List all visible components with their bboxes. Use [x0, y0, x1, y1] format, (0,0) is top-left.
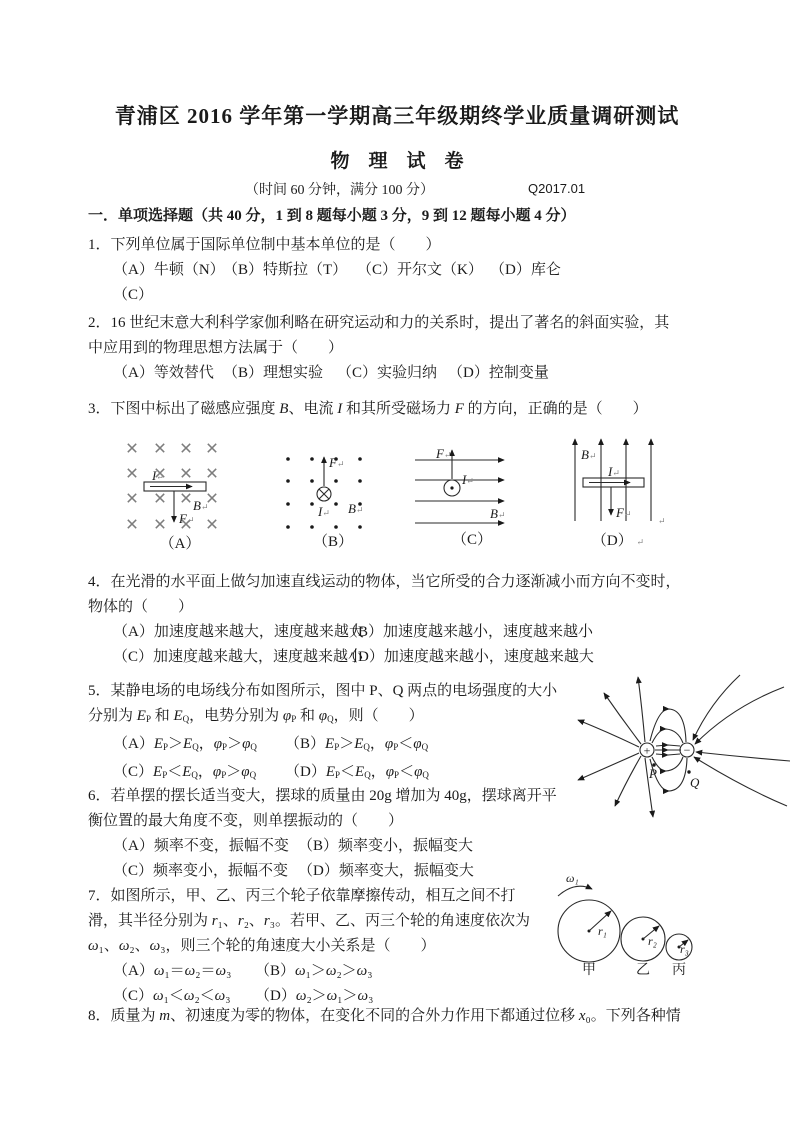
q7-options-row1	[88, 959, 558, 984]
q7-option-d: （D）ω₂＞ω₁＞ω₃	[255, 988, 374, 1004]
omega1-label: ω₁	[566, 871, 579, 885]
q4-options-row1	[88, 620, 681, 645]
q1-option-a: （A）牛顿（N）	[113, 262, 225, 278]
question-6	[88, 784, 568, 884]
field-label: B↵	[581, 447, 597, 462]
q2-option-c: （C）实验归纳	[337, 365, 438, 381]
q7-option-c: （C）ω₁＜ω₂＜ω₃	[113, 988, 231, 1004]
q4-option-b: （B）加速度越来越小，速度越来越小	[343, 624, 594, 640]
question-5	[88, 679, 573, 788]
exam-code: Q2017.01	[528, 181, 586, 196]
q4-option-c: （C）加速度越来越大，速度越来越小	[113, 649, 364, 665]
q3-figure-b	[278, 438, 388, 551]
field-label: B↵	[348, 501, 364, 516]
q7-stem-line2: 滑，其半径分别为 r₁、r₂、r₃。若甲、乙、丙三个轮的角速度依次为	[88, 913, 530, 929]
q5-option-a: $(A)E_P>E_Q$，$\varphi_P>\varphi_Q$	[113, 736, 257, 752]
paragraph-mark: ↵	[658, 516, 666, 526]
field-lines-between-charges	[655, 745, 681, 755]
exam-duration-score: （时间 60 分钟，满分 100 分）	[245, 183, 434, 198]
q1-option-c: （C）开尔文（K）	[357, 262, 483, 278]
q1-option-d: （D）库仑	[490, 262, 561, 278]
q6-option-b: （B）频率变小，振幅变大	[298, 838, 474, 854]
radius-r2-label: r₂	[648, 934, 657, 948]
current-label: I↵	[318, 504, 330, 519]
q6-option-a: （A）频率不变，振幅不变	[113, 838, 289, 854]
q6-options-row1	[88, 834, 568, 859]
q7-wheels-figure	[542, 866, 792, 981]
q3-figure-a	[100, 430, 260, 553]
positive-charge-sign: +	[643, 743, 651, 758]
q5-stem-line1: 5．某静电场的电场线分布如图所示，图中 P、Q 两点的电场强度的大小	[88, 683, 558, 699]
q6-options-row2	[88, 859, 568, 884]
question-1	[88, 233, 561, 308]
q1-options	[88, 258, 561, 283]
force-label: F↵	[179, 511, 195, 526]
q7-stem-line1: 7．如图所示，甲、乙、丙三个轮子依靠摩擦传动，相互之间不打	[88, 888, 516, 904]
q4-option-a: （A）加速度越来越大，速度越来越大	[113, 624, 364, 640]
question-4	[88, 570, 681, 670]
q2-options	[88, 361, 669, 386]
q6-option-c: （C）频率变小，振幅不变	[113, 863, 289, 879]
electric-dipole-diagram	[570, 663, 794, 853]
question-3	[88, 397, 648, 422]
field-lines-inward	[693, 675, 790, 806]
q3-caption-d: （D） ↵	[591, 533, 645, 549]
field-label: B↵	[193, 498, 209, 513]
q5-stem-line2: 分别为 $E_P$ 和 $E_Q$，电势分别为 $\varphi_P$ 和 $\varphi_Q$，则（ ）	[88, 708, 424, 724]
question-2	[88, 311, 669, 386]
q2-stem-line2: 中应用到的物理思想方法属于（ ）	[88, 340, 344, 356]
q3-figure-d-diagram	[558, 425, 678, 532]
negative-charge-sign: −	[683, 743, 691, 757]
q2-stem-line1: 2．16 世纪末意大利科学家伽利略在研究运动和力的关系时，提出了著名的斜面实验，其	[88, 315, 670, 331]
current-into-page-cross	[319, 489, 329, 499]
q5-options-row1	[88, 732, 573, 760]
q6-option-d: （D）频率变大，振幅变大	[298, 863, 474, 879]
section-1-heading: 一．单项选择题（共 40 分，1 到 8 题每小题 3 分，9 到 12 题每小题 4 分）	[88, 208, 576, 224]
q3-figure-a-diagram	[100, 430, 260, 535]
q1-stem: 1．下列单位属于国际单位制中基本单位的是（ ）	[88, 237, 441, 253]
page-subtitle: 物 理 试 卷	[330, 151, 464, 172]
wheel-yi-label: 乙	[636, 963, 650, 978]
q3-figure-b-diagram	[278, 438, 388, 533]
q5-option-b: $(B)E_P>E_Q$，$\varphi_P<\varphi_Q$	[285, 736, 429, 752]
q7-option-b: （B）ω₁＞ω₂＞ω₃	[255, 963, 373, 979]
question-8	[88, 1004, 681, 1029]
radius-r3-label: r₃	[680, 942, 689, 956]
q5-option-c: $(C)E_P<E_Q$，$\varphi_P>\varphi_Q$	[113, 764, 257, 780]
friction-wheels-diagram	[542, 866, 792, 981]
point-q-label: Q	[690, 775, 700, 790]
q5-option-d: $(D)E_P<E_Q$，$\varphi_P<\varphi_Q$	[285, 764, 429, 780]
current-label: I↵	[608, 464, 620, 479]
force-label: F↵	[436, 446, 452, 461]
q3-figure-c-diagram	[412, 436, 532, 531]
q3-caption-b: （B）	[312, 534, 353, 550]
q4-stem-line2: 物体的（ ）	[88, 599, 194, 615]
point-q-dot	[687, 770, 690, 773]
q8-stem-line1: 8．质量为 m、初速度为零的物体，在变化不同的合外力作用下都通过位移 x₀。下列各种情	[88, 1008, 681, 1024]
question-7	[88, 884, 558, 1009]
point-p-label: P	[649, 766, 657, 781]
q7-stem-line3: ω₁、ω₂、ω₃，则三个轮的角速度大小关系是（ ）	[88, 938, 436, 954]
q6-stem-line2: 衡位置的最大角度不变，则单摆振动的（ ）	[88, 813, 404, 829]
current-label: I↵	[462, 472, 474, 487]
force-label: F↵	[329, 455, 345, 470]
q3-caption-c: （C）	[451, 532, 492, 548]
q5-field-lines-figure	[570, 663, 794, 853]
q2-option-d: （D）控制变量	[448, 365, 549, 381]
q2-option-b: （B）理想实验	[223, 365, 324, 381]
q3-stem: 3．下图中标出了磁感应强度 B、电流 I 和其所受磁场力 F 的方向，正确的是（ ）	[88, 401, 648, 417]
wheel-jia-label: 甲	[582, 963, 596, 978]
field-lines-outward	[578, 677, 653, 817]
q3-figure-c	[412, 436, 532, 549]
current-out-of-page-dot	[450, 486, 453, 489]
field-label: B↵	[490, 506, 506, 521]
q3-caption-a: （A）	[159, 536, 201, 552]
force-label: F↵	[616, 505, 632, 520]
rotation-arrow	[558, 886, 592, 896]
q1-option-d-wrap: （C）	[113, 287, 154, 303]
q2-option-a: （A）等效替代	[113, 365, 214, 381]
current-label: I↵	[152, 468, 164, 483]
page-title: 青浦区 2016 学年第一学期高三年级期终学业质量调研测试	[114, 104, 680, 128]
q4-stem-line1: 4．在光滑的水平面上做匀加速直线运动的物体，当它所受的合力逐渐减小而方向不变时，	[88, 574, 681, 590]
q1-option-b: （B）特斯拉（T）	[223, 262, 348, 278]
q3-figure-d	[558, 425, 678, 551]
wheel-bing-label: 丙	[672, 963, 686, 978]
q6-stem-line1: 6．若单摆的摆长适当变大，摆球的质量由 20g 增加为 40g，摆球离开平	[88, 788, 557, 804]
q4-option-d: （D）加速度越来越小，速度越来越大	[343, 649, 594, 665]
q7-option-a: （A）ω₁＝ω₂＝ω₃	[113, 963, 232, 979]
radius-r1-label: r₁	[598, 924, 607, 938]
